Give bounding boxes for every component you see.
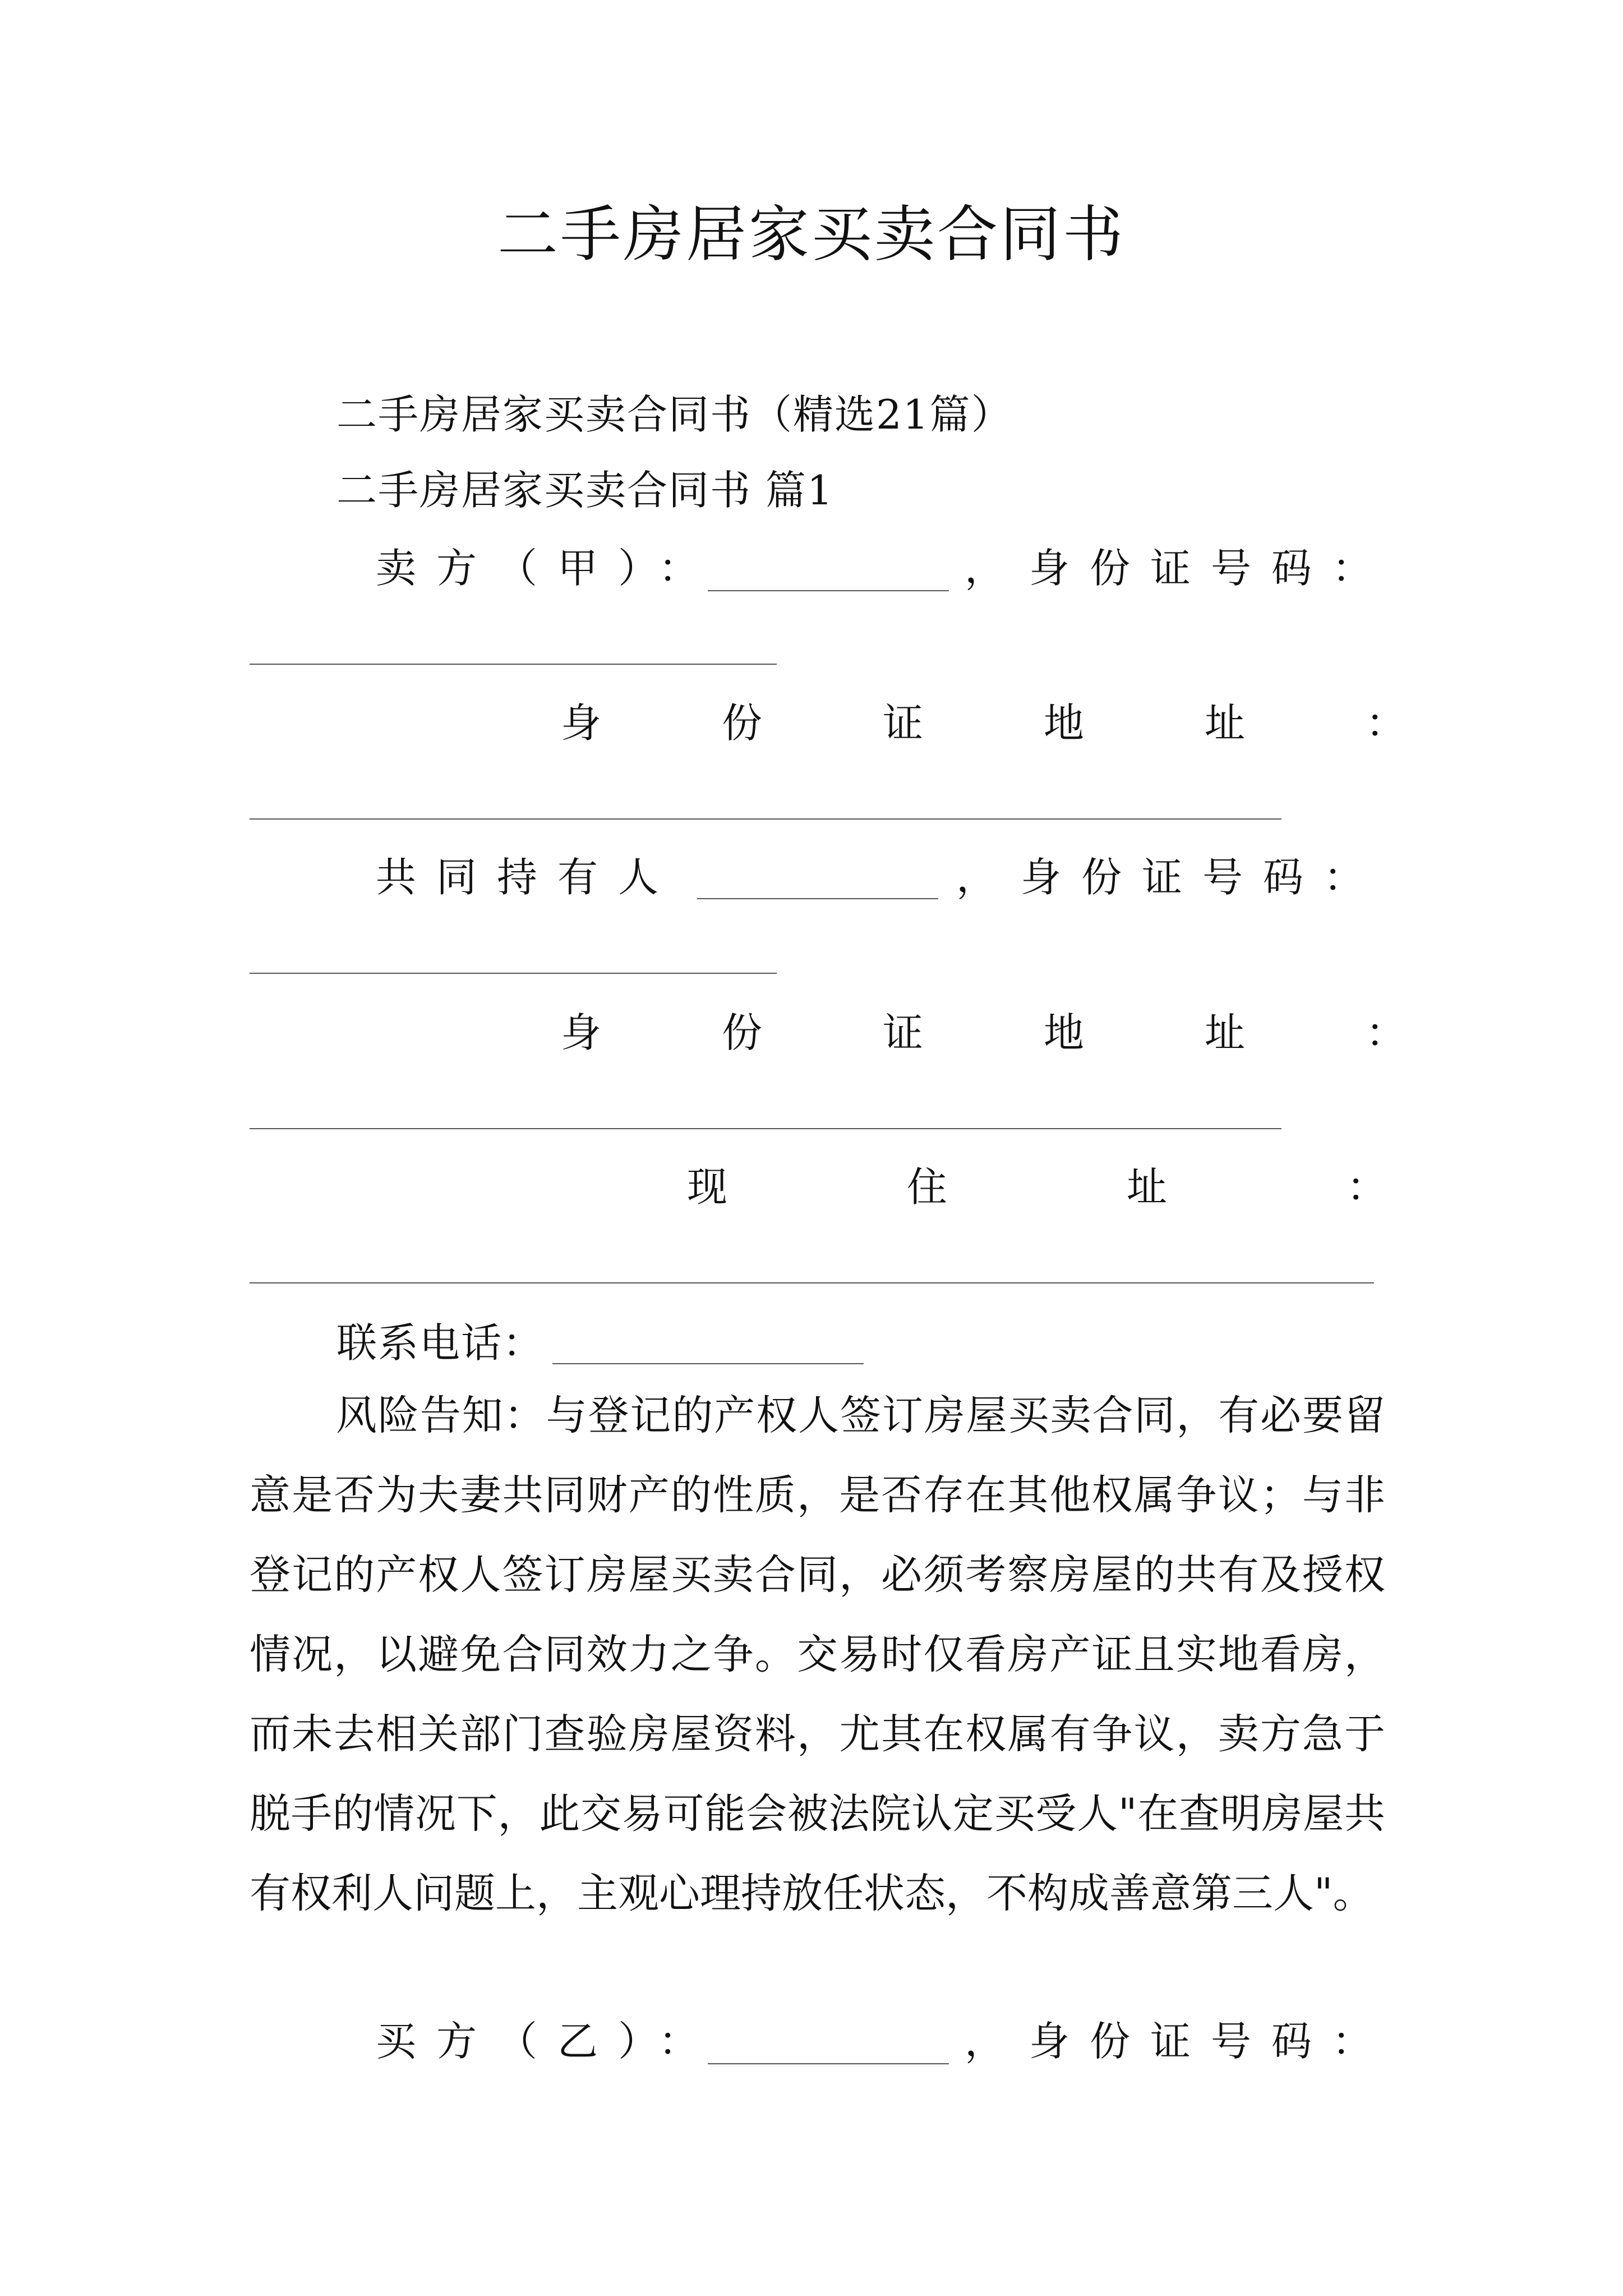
buyer-comma: ， bbox=[965, 2018, 1006, 2065]
seller-label: 卖方（甲）： bbox=[376, 545, 720, 592]
co-owner-label: 共同持有人 bbox=[376, 854, 679, 901]
risk-notice-paragraph: 风险告知：与登记的产权人签订房屋买卖合同，有必要留意是否为夫妻共同财产的性质，是否存在其他权属争议；与非登记的产权人签订房屋买卖合同，必须考察房屋的共有及授权情况，以避免合同效力之争。交易时仅看房产证且实地看房，而未去相关部门查验房屋资料，尤其在权属有争议，卖方急于脱手的情况下，此交易可能会被法院认定买受人"在查明房屋共有权利人问题上，主观心理持放任状态，不构成善意第三人"。 bbox=[250, 1392, 1385, 1917]
seller-id-address-label bbox=[561, 700, 1527, 747]
current-address-blank bbox=[250, 1282, 1374, 1283]
seller-comma: ， bbox=[965, 545, 1006, 592]
section-heading: 二手房居家买卖合同书 篇1 bbox=[336, 467, 834, 514]
document-subtitle: 二手房居家买卖合同书（精选21篇） bbox=[336, 391, 1013, 438]
co-owner-id-number-blank bbox=[250, 973, 777, 974]
co-owner-id-address-blank bbox=[250, 1128, 1281, 1129]
seller-id-address-blank bbox=[250, 818, 1281, 820]
current-address-label: 现住址： bbox=[687, 1163, 1567, 1211]
phone-blank bbox=[552, 1363, 864, 1364]
buyer-label: 买方（乙）： bbox=[376, 2018, 720, 2065]
co-owner-comma: ， bbox=[956, 854, 997, 901]
co-owner-id-address-label: 身份证地址： bbox=[561, 1009, 1527, 1056]
seller-name-blank bbox=[708, 590, 949, 591]
document-title: 二手房居家买卖合同书 bbox=[497, 200, 1126, 270]
buyer-id-number-label: 身份证号码： bbox=[1029, 2018, 1393, 2065]
buyer-name-blank bbox=[708, 2063, 949, 2064]
seller-id-number-label: 身份证号码： bbox=[1029, 545, 1393, 592]
phone-label: 联系电话： bbox=[336, 1319, 545, 1366]
seller-id-address-text: 身份证地址： bbox=[561, 700, 1527, 747]
seller-id-number-blank bbox=[250, 664, 777, 665]
co-owner-name-blank bbox=[697, 898, 938, 899]
co-owner-id-number-label: 身份证号码： bbox=[1021, 854, 1385, 901]
